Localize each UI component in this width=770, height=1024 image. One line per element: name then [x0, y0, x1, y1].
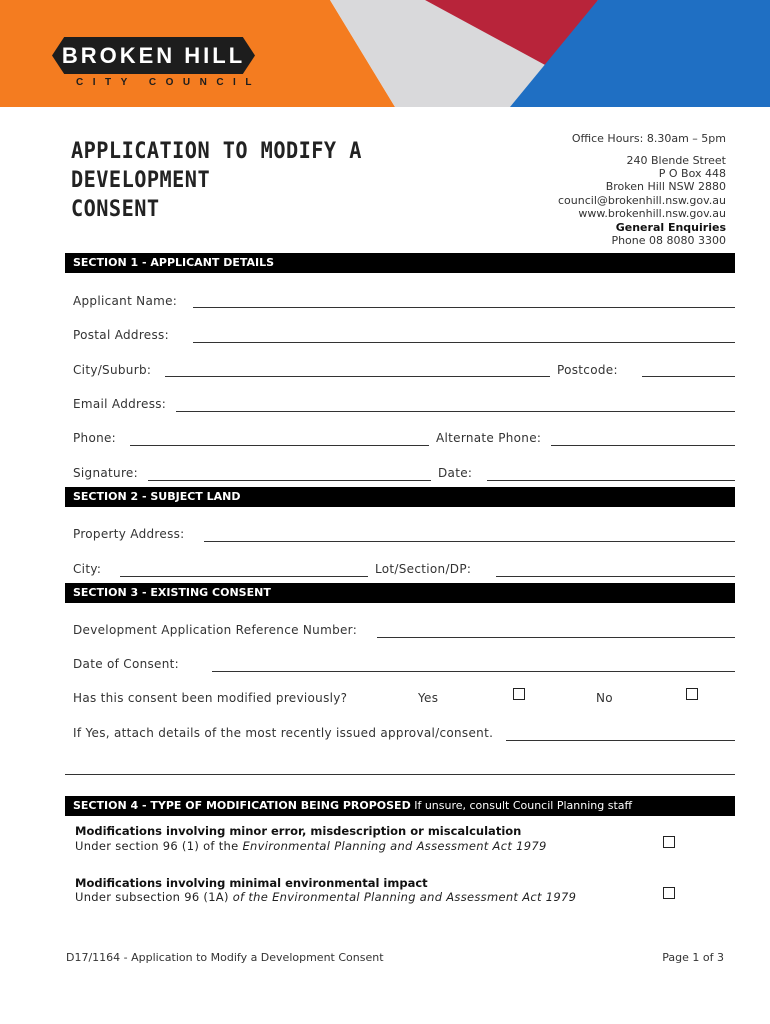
date-field[interactable] [487, 480, 735, 481]
contact-phone: Phone 08 8080 3300 [611, 234, 726, 247]
no-label: No [596, 691, 613, 705]
postal-address-label: Postal Address: [73, 328, 169, 342]
logo-name: BROKEN HILL [61, 43, 246, 68]
city-suburb-label: City/Suburb: [73, 363, 152, 377]
section-4-heading-bold: SECTION 4 - TYPE OF MODIFICATION BEING PROPOSED [73, 799, 411, 812]
option-2-title: Modifications involving minimal environmental impact [75, 876, 428, 890]
address-street: 240 Blende Street [626, 154, 726, 167]
da-reference-label: Development Application Reference Number: [73, 623, 358, 637]
phone-label: Phone: [73, 431, 117, 445]
postcode-label: Postcode: [557, 363, 618, 377]
section-4-heading [65, 796, 735, 816]
logo-subtitle: CITY COUNCIL [76, 77, 261, 88]
applicant-name-field[interactable] [193, 307, 735, 308]
lot-section-dp-field[interactable] [496, 576, 735, 577]
option-1-title: Modifications involving minor error, misdescription or miscalculation [75, 824, 522, 838]
property-address-field[interactable] [204, 541, 735, 542]
date-of-consent-label: Date of Consent: [73, 657, 179, 671]
attach-details-text: If Yes, attach details of the most recently issued approval/consent. [73, 726, 494, 740]
section-1-heading: SECTION 1 - APPLICANT DETAILS [65, 253, 735, 273]
footer-page-number: Page 1 of 3 [662, 951, 724, 964]
general-enquiries-label: General Enquiries [615, 221, 726, 234]
contact-email: council@brokenhill.nsw.gov.au [558, 194, 726, 207]
address-town: Broken Hill NSW 2880 [605, 180, 726, 193]
land-city-label: City: [73, 562, 102, 576]
section-3-heading: SECTION 3 - EXISTING CONSENT [65, 583, 735, 603]
option-1-prefix: Under section 96 (1) of the [75, 839, 243, 853]
date-of-consent-field[interactable] [212, 671, 735, 672]
property-address-label: Property Address: [73, 527, 185, 541]
page-title [71, 137, 467, 224]
no-checkbox[interactable] [686, 688, 698, 700]
date-label: Date: [438, 466, 473, 480]
option-2-text [75, 890, 576, 904]
section-2-heading: SECTION 2 - SUBJECT LAND [65, 487, 735, 507]
postal-address-field[interactable] [193, 342, 735, 343]
option-2-prefix: Under subsection 96 (1A) [75, 890, 233, 904]
option-1-act: Environmental Planning and Assessment Act 1979 [242, 839, 547, 853]
lot-section-dp-label: Lot/Section/DP: [375, 562, 472, 576]
section-4-heading-note: If unsure, consult Council Planning staff [410, 799, 633, 812]
da-reference-field[interactable] [377, 637, 735, 638]
option-1-text [75, 839, 547, 853]
email-address-field[interactable] [176, 411, 735, 412]
office-hours: Office Hours: 8.30am – 5pm [571, 132, 726, 145]
phone-field[interactable] [130, 445, 429, 446]
alternate-phone-label: Alternate Phone: [436, 431, 542, 445]
postcode-field[interactable] [642, 376, 735, 377]
title-line-1: APPLICATION TO MODIFY A DEVELOPMENT [71, 139, 362, 193]
option-2-checkbox[interactable] [663, 887, 675, 899]
land-city-field[interactable] [120, 576, 368, 577]
attach-details-field[interactable] [506, 740, 735, 741]
title-line-2: CONSENT [71, 197, 160, 222]
footer-document-ref: D17/1164 - Application to Modify a Development Consent [66, 951, 384, 964]
yes-checkbox[interactable] [513, 688, 525, 700]
contact-website: www.brokenhill.nsw.gov.au [578, 207, 726, 220]
option-1-checkbox[interactable] [663, 836, 675, 848]
applicant-name-label: Applicant Name: [73, 294, 178, 308]
address-pobox: P O Box 448 [658, 167, 726, 180]
signature-label: Signature: [73, 466, 138, 480]
signature-field[interactable] [148, 480, 431, 481]
alternate-phone-field[interactable] [551, 445, 735, 446]
option-2-act: of the Environmental Planning and Assessment Act 1979 [232, 890, 577, 904]
yes-label: Yes [418, 691, 439, 705]
email-address-label: Email Address: [73, 397, 167, 411]
modified-previously-question: Has this consent been modified previously? [73, 691, 348, 705]
attach-details-extra-line[interactable] [65, 774, 735, 775]
city-suburb-field[interactable] [165, 376, 550, 377]
